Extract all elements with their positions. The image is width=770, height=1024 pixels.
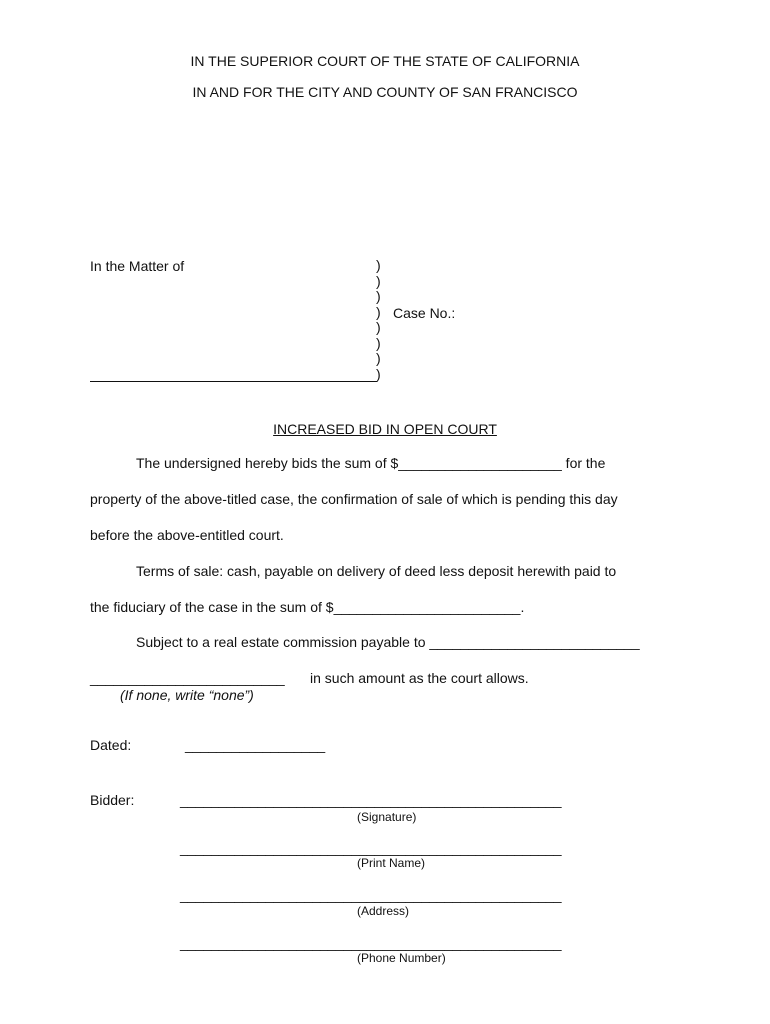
court-name-line2: IN AND FOR THE CITY AND COUNTY OF SAN FRANCISCO <box>192 84 578 100</box>
commission-line-1: Subject to a real estate commission payable to ___________________________ <box>136 634 640 650</box>
caption-underline <box>90 381 377 382</box>
terms-line-1: Terms of sale: cash, payable on delivery of deed less deposit herewith paid to <box>136 563 617 579</box>
paren: ) <box>376 334 381 351</box>
address-line: _________________________________________________ <box>180 887 562 903</box>
dated-label: Dated: <box>90 737 132 753</box>
phone-caption: (Phone Number) <box>357 951 446 965</box>
caption-parens <box>376 258 381 382</box>
bid-line-2: property of the above-titled case, the confirmation of sale of which is pending this day <box>90 491 618 507</box>
paren: ) <box>376 319 381 335</box>
commission-note: (If none, write “none”) <box>120 687 254 703</box>
bid-line-1: The undersigned hereby bids the sum of $_____________________ for the <box>136 455 606 471</box>
paren: ) <box>376 272 381 289</box>
print-name-caption: (Print Name) <box>357 856 426 870</box>
paren: ) <box>376 303 381 320</box>
address-caption: (Address) <box>357 904 410 918</box>
bidder-label: Bidder: <box>90 792 135 808</box>
terms-line-2: the fiduciary of the case in the sum of $________________________. <box>90 599 525 615</box>
document-title-wrap <box>0 421 770 437</box>
case-number-label: Case No.: <box>393 305 456 321</box>
print-name-line: _________________________________________________ <box>180 840 562 856</box>
commission-line-2: in such amount as the court allows. <box>310 670 529 686</box>
commission-payee-blank: _________________________ <box>90 670 285 686</box>
document-title: INCREASED BID IN OPEN COURT <box>273 421 497 437</box>
paren: ) <box>376 257 381 273</box>
paren: ) <box>376 350 381 366</box>
phone-line: _________________________________________________ <box>180 935 562 951</box>
signature-caption: (Signature) <box>357 810 417 824</box>
dated-blank: __________________ <box>185 737 326 753</box>
paren: ) <box>376 365 381 382</box>
court-name-line1: IN THE SUPERIOR COURT OF THE STATE OF CALIFORNIA <box>190 53 580 69</box>
paren: ) <box>376 288 381 304</box>
matter-label: In the Matter of <box>90 258 185 274</box>
signature-line: _________________________________________________ <box>180 792 562 808</box>
bid-line-3: before the above-entitled court. <box>90 527 284 543</box>
